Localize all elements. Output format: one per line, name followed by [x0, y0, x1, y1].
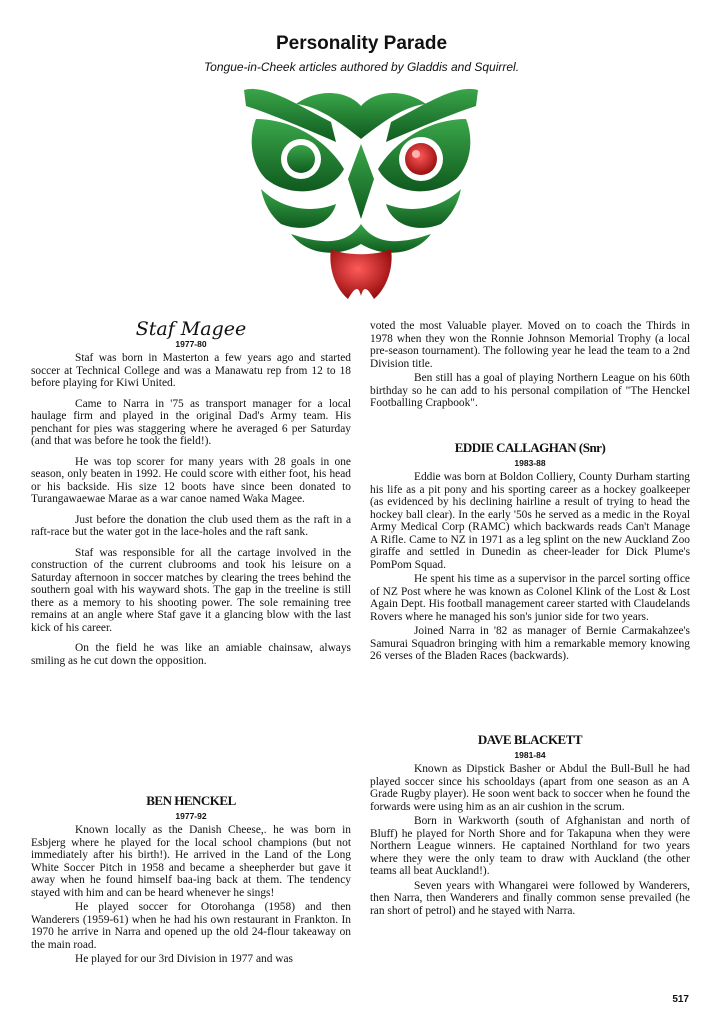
- page-title: Personality Parade: [275, 33, 448, 54]
- ben-henckel-years: 1977-92: [175, 810, 207, 821]
- staf-paragraph-2: Came to Narra in '75 as transport manager for a local haulage firm and played in the original Dad's Army team. His penchant for pies was staggering where he averaged 6 per Saturday (and that was before he took the field!).: [31, 397, 351, 447]
- eddie-paragraph-1: Eddie was born at Boldon Colliery, County Durham starting his life as a pit pony and his sporting career as a hockey goalkeeper (as evidenced by his declining hairline a result of trying to head the hockey ball clear). In the early '50s he served as a medic in the Royal Army Medical Corp (RAMC) which backwards reads Can't Manage A Rifle. Came to NZ in 1971 as a leg splint on the new Auckland Zoo giraffe and settled in Dunedin as cheer-leader for Dick Plume's PomPom Squad.: [370, 471, 690, 571]
- ben-paragraph-3: He played for our 3rd Division in 1977 and was: [75, 953, 293, 965]
- page-subtitle: Tongue-in-Cheek articles authored by Gladdis and Squirrel.: [203, 60, 520, 74]
- staf-magee-heading: Staf Magee: [135, 318, 247, 340]
- dave-blackett-heading: DAVE BLACKETT: [477, 732, 583, 747]
- dave-paragraph-3: Seven years with Whangarei were followed by Wanderers, then Narra, then Wanderers and finally common sense prevailed (he ran short of petrol) and he stayed with Narra.: [370, 879, 690, 917]
- ben-paragraph-4: voted the most Valuable player. Moved on to coach the Thirds in 1978 when they won the Ronnie Johnson Memorial Trophy (a local pre-season tournament). The following year he lead the team to a 2nd Division title.: [370, 320, 690, 370]
- staf-magee-years: 1977-80: [175, 338, 207, 349]
- ben-henckel-heading: BEN HENCKEL: [146, 793, 236, 808]
- right-column-top: [370, 320, 690, 412]
- dave-paragraph-1: Known as Dipstick Basher or Abdul the Bull-Bull he had played soccer since his schooldays (apart from one season as an A Grade Rugby player). He soon went back to soccer when he found the forwards were using him as an air cushion in the scrum.: [370, 763, 690, 813]
- staf-paragraph-6: On the field he was like an amiable chainsaw, always smiling as he cut down the opposition.: [31, 642, 351, 667]
- dave-blackett-section: [370, 734, 690, 919]
- ben-henckel-section: [31, 795, 351, 968]
- staf-paragraph-4: Just before the donation the club used them as the raft in a raft-race but the water got in the lace-holes and the raft sank.: [31, 513, 351, 538]
- staf-paragraph-1: Staf was born in Masterton a few years ago and started soccer at Technical College and was a Manawatu rep from 12 to 18 before playing for Kiwi United.: [31, 352, 351, 389]
- eddie-callaghan-section: [370, 442, 690, 665]
- staf-paragraph-3: He was top scorer for many years with 28 goals in one season, only beaten in 1992. He could score with either foot, his head or his backside. His size 12 boots have since been donated to Turangawaewae Marae as a war canoe named Waka Magee.: [31, 455, 351, 505]
- eddie-paragraph-3: Joined Narra in '82 as manager of Bernie Carmakahzee's Samurai Squadron bringing with him a remarkable memory knowing 26 verses of the Bladen Races (backwards).: [370, 625, 690, 662]
- ben-paragraph-5: Ben still has a goal of playing Northern League on his 60th birthday so he can add to his personal compilation of "The Henckel Footballing Crapbook".: [370, 372, 690, 409]
- tiki-face-logo: [236, 84, 486, 310]
- ben-paragraph-2: He played soccer for Otorohanga (1958) and then Wanderers (1959-61) when he had his own restaurant in Frankton. In 1970 he arrive in Narra and opened up the old 24-flour takeaway on the main road.: [31, 901, 351, 951]
- eddie-callaghan-years: 1983-88: [514, 457, 546, 468]
- eddie-paragraph-2: He spent his time as a supervisor in the parcel sorting office of NZ Post where he was known as Colonel Klink of the Lost & Lost Again Dept. His football management career started with Claudelands Rovers where he managed his son's junior side for two years.: [370, 573, 690, 623]
- page-number: 517: [672, 994, 689, 1005]
- ben-paragraph-1: Known locally as the Danish Cheese,. he was born in Esbjerg where he played for the local school champions (but not immediately after his birth!). He arrived in the Land of the Long White Soccer Pitch in 1958 and became a sheepherder but gave it away when he found himself baa-ing back at them. The tendency stayed with him and can be heard whenever he sings!: [31, 824, 351, 899]
- left-column: [31, 318, 351, 675]
- staf-paragraph-5: Staf was responsible for all the cartage involved in the construction of the current clubrooms and took his leisure on a Saturday afternoon in soccer matches by clearing the trees behind the southern goal with his wayward shots. The gap in the treeline is still there as a memory to his shooting power. The sole remaining tree remains at an angle where Staf gave it a glancing blow with the last kick of his career.: [31, 546, 351, 634]
- dave-blackett-years: 1981-84: [514, 749, 546, 760]
- dave-paragraph-2: Born in Warkworth (south of Afghanistan and north of Bluff) he played for North Shore and for Takapuna when they were Northern League winners. He captained Northland for two years where they were the only team to draw with Auckland (the other teams all beat Auckland!).: [370, 815, 690, 877]
- eddie-callaghan-heading: EDDIE CALLAGHAN (Snr): [454, 440, 606, 455]
